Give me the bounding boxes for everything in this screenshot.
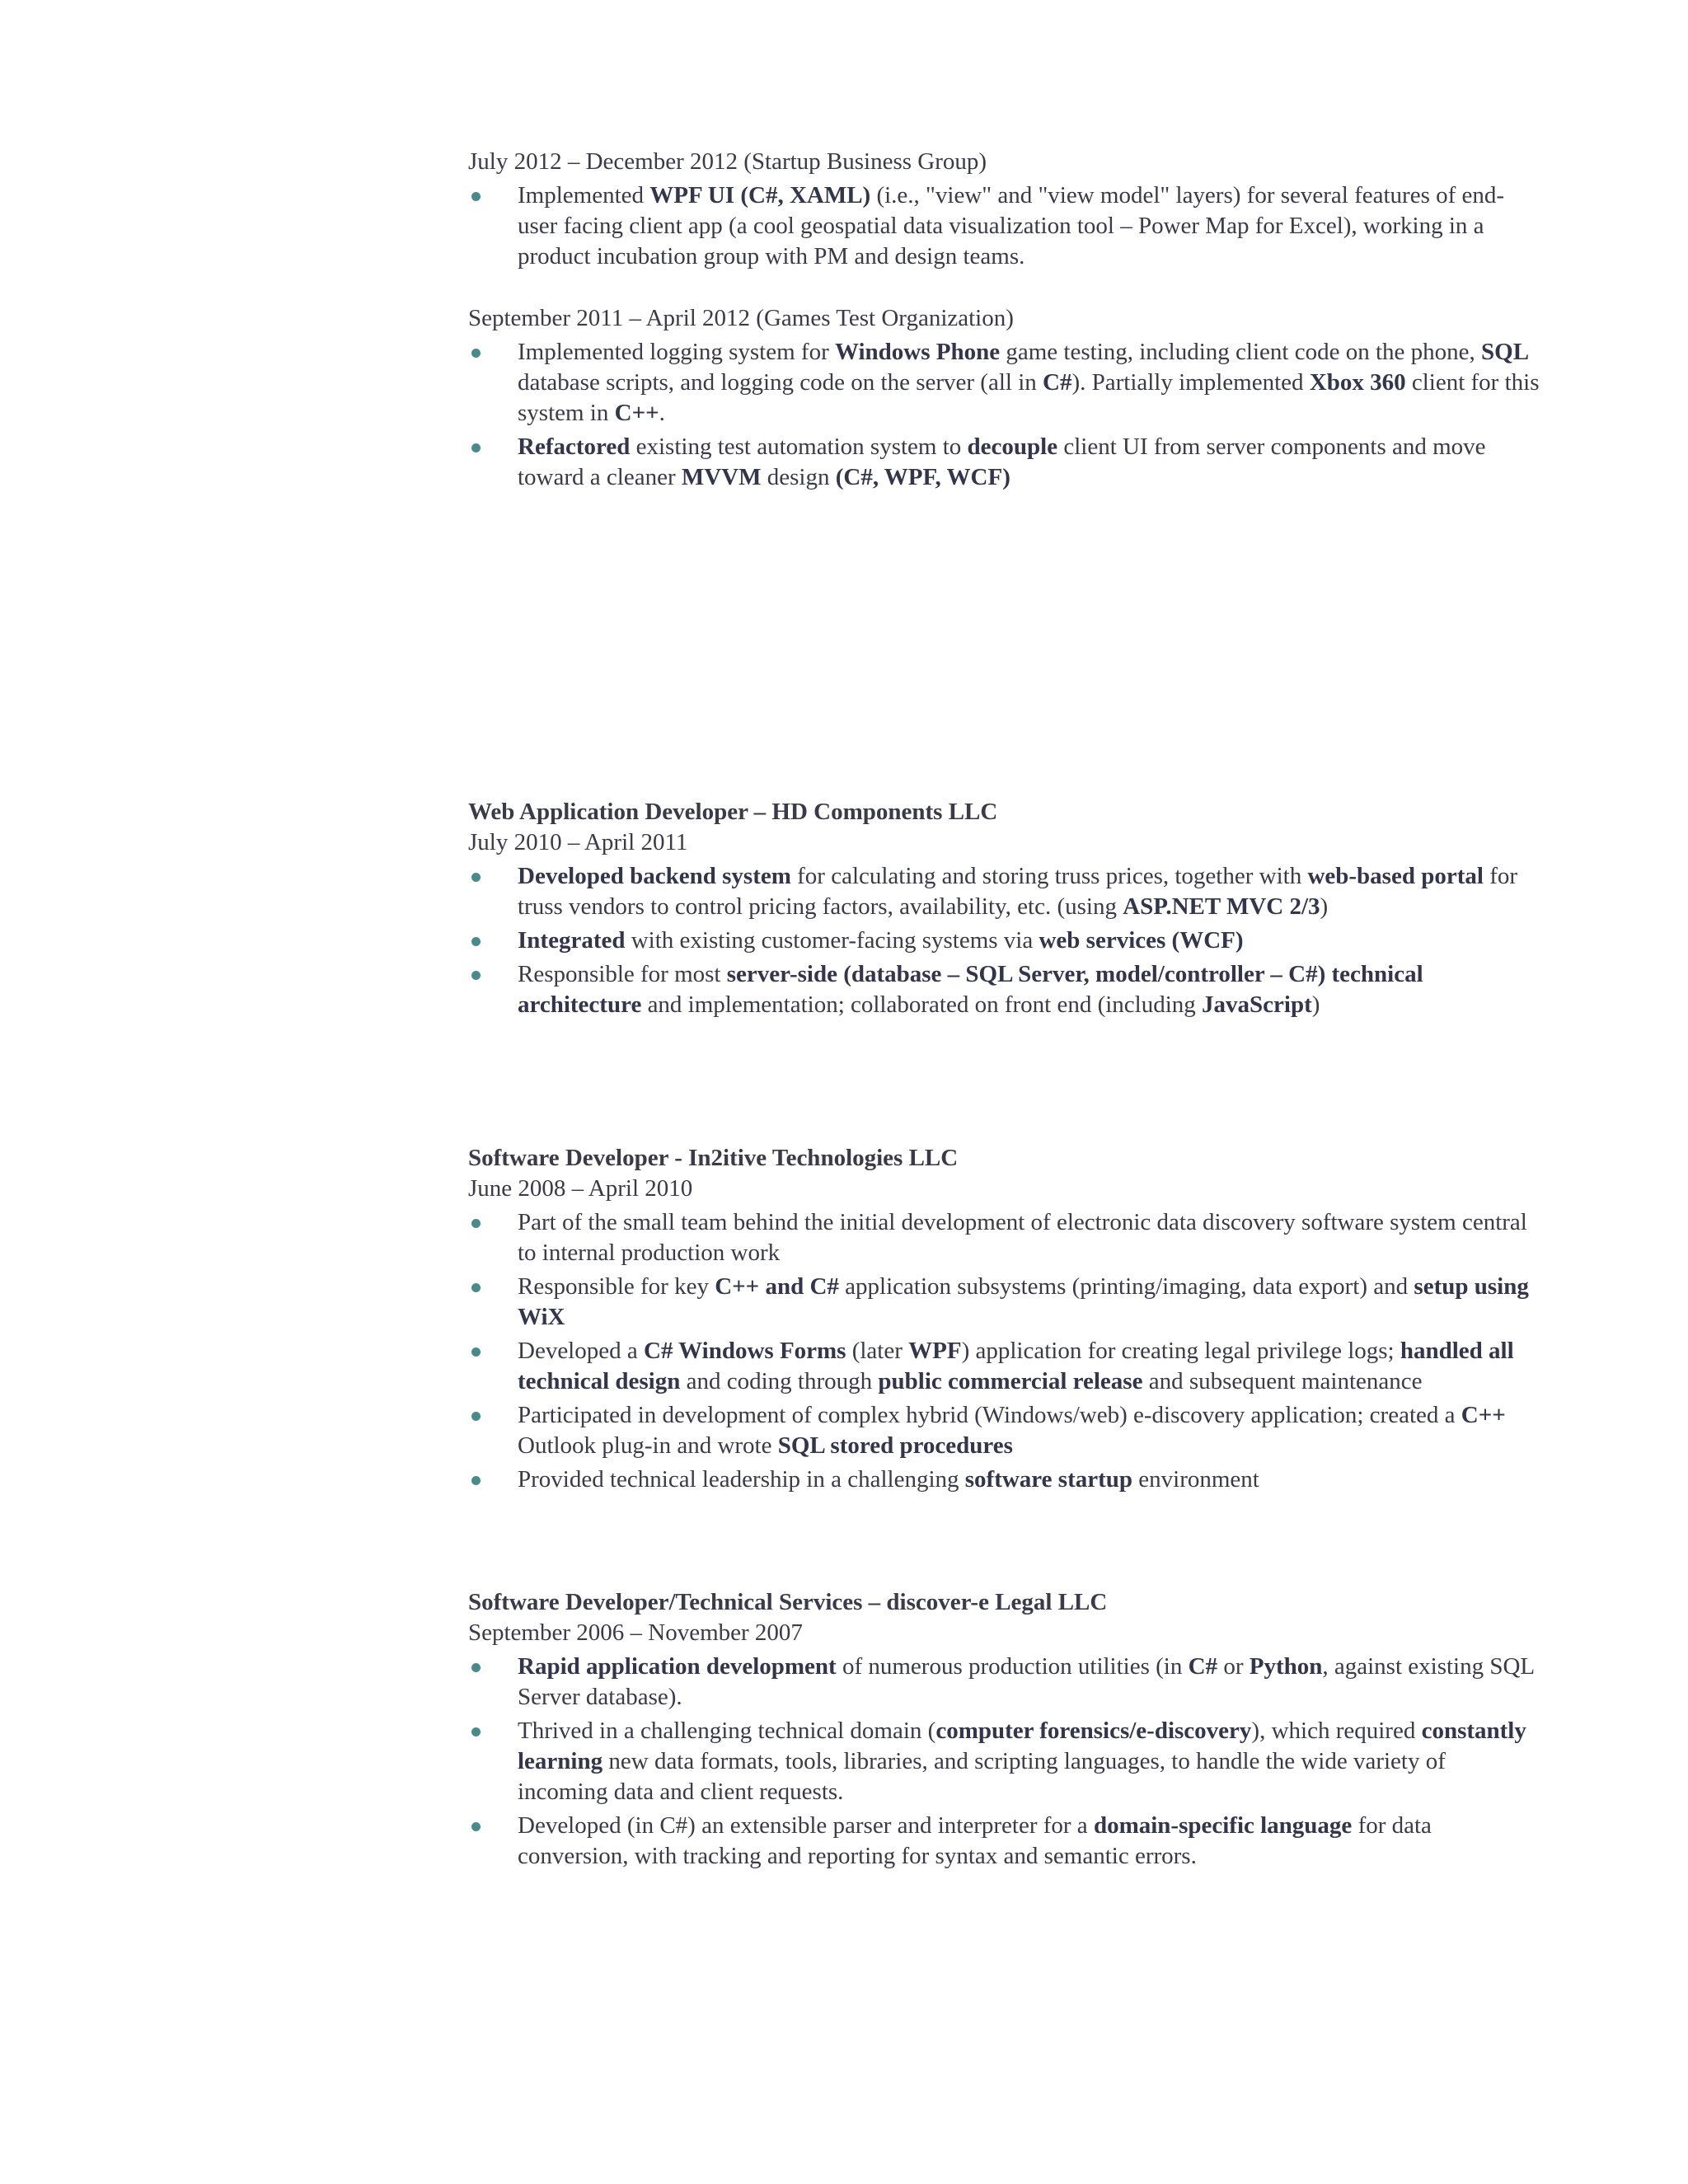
bullet-text: for data conversion, with tracking and reporting for syntax and semantic errors. [518, 1812, 1432, 1869]
bullet-dot-icon [471, 1476, 481, 1485]
bullet-text: application subsystems (printing/imaging, data export) and [838, 1273, 1414, 1300]
section-date: September 2006 – November 2007 [468, 1619, 803, 1646]
bullet-item [468, 926, 1540, 956]
bold-text: Integrated [518, 927, 626, 954]
bold-text: setup using WiX [518, 1273, 1529, 1330]
bold-text: ASP.NET MVC 2/3 [1123, 893, 1320, 920]
bullet-dot-icon [471, 873, 481, 882]
bullet-text: for calculating and storing truss prices, together with [790, 863, 1308, 889]
section-date: September 2011 – April 2012 (Games Test Organization) [468, 305, 1014, 331]
section-date: July 2012 – December 2012 (Startup Business Group) [468, 148, 987, 175]
bold-text: web-based portal [1307, 863, 1484, 889]
bullet-text: for truss vendors to control pricing factors, availability, etc. (using [518, 863, 1518, 920]
bold-text: Xbox 360 [1309, 369, 1406, 396]
bullet-text: ) [1311, 991, 1320, 1018]
bullet-dot-icon [471, 1727, 481, 1736]
section-games-test-organization [468, 303, 1540, 493]
bold-text: C# [1043, 369, 1072, 396]
bullet-text: ). Partially implemented [1071, 369, 1310, 396]
bold-text: C++ [614, 400, 659, 426]
bullet-text: design [761, 464, 836, 490]
bullet-text: or [1217, 1653, 1250, 1680]
bold-text: SQL stored procedures [777, 1432, 1013, 1459]
section-date: June 2008 – April 2010 [468, 1175, 693, 1202]
bold-text: server-side (database – SQL Server, model/controller – C#) technical architecture [518, 961, 1423, 1018]
bold-text: decouple [967, 434, 1058, 460]
bold-text: (C#, WPF, WCF) [835, 464, 1010, 490]
bullet-text: . [659, 400, 665, 426]
bullet-list [468, 861, 1540, 1020]
bold-text: domain-specific language [1093, 1812, 1353, 1839]
bullet-item [468, 1400, 1540, 1461]
bullet-dot-icon [471, 1822, 481, 1831]
bold-text: C++ and C# [715, 1273, 839, 1300]
job-title: Software Developer - In2itive Technologies LLC [468, 1145, 959, 1171]
bullet-text: client for this system in [518, 369, 1540, 426]
bullet-item [468, 959, 1540, 1020]
bullet-text: and implementation; collaborated on front end (including [641, 991, 1203, 1018]
bold-text: WPF [908, 1338, 962, 1364]
bullet-text: ), which required [1251, 1718, 1422, 1744]
bullet-item [468, 1716, 1540, 1807]
bullet-item [468, 1652, 1540, 1713]
bullet-text: new data formats, tools, libraries, and scripting languages, to handle the wide variety of incoming data and client requests. [518, 1748, 1446, 1805]
bullet-text: Part of the small team behind the initial development of electronic data discovery software system central to internal production work [518, 1209, 1527, 1266]
bold-text: Windows Phone [835, 339, 1001, 365]
bullet-text: Outlook plug-in and wrote [518, 1432, 778, 1459]
section-date: July 2010 – April 2011 [468, 829, 688, 855]
bullet-list [468, 1207, 1540, 1495]
bullet-text: Provided technical leadership in a challenging [518, 1466, 965, 1493]
bullet-text: with existing customer-facing systems via [625, 927, 1039, 954]
bullet-dot-icon [471, 1412, 481, 1421]
bullet-dot-icon [471, 349, 481, 358]
bullet-list [468, 337, 1540, 493]
bullet-text: Responsible for key [518, 1273, 715, 1300]
bullet-text: Participated in development of complex hybrid (Windows/web) e-discovery application; created a [518, 1402, 1461, 1428]
bold-text: software startup [964, 1466, 1133, 1493]
bullet-item [468, 180, 1540, 272]
section-hd-components [468, 797, 1540, 1020]
bullet-item [468, 1272, 1540, 1333]
bold-text: C# Windows Forms [644, 1338, 846, 1364]
job-title: Web Application Developer – HD Components LLC [468, 799, 998, 825]
bullet-text: Implemented logging system for [518, 339, 835, 365]
bold-text: C# [1188, 1653, 1218, 1680]
section-startup-business-group [468, 147, 1540, 272]
bullet-text: environment [1132, 1466, 1259, 1493]
bold-text: MVVM [681, 464, 762, 490]
bullet-item [468, 1465, 1540, 1495]
bullet-text: , against existing SQL Server database). [518, 1653, 1535, 1710]
bold-text: Developed backend system [518, 863, 791, 889]
job-title: Software Developer/Technical Services – discover-e Legal LLC [468, 1589, 1108, 1615]
bullet-text: ) [1320, 893, 1329, 920]
bold-text: WPF UI (C#, XAML) [649, 182, 871, 209]
bullet-text: Developed a [518, 1338, 644, 1364]
bullet-text: (i.e., "view" and "view model" layers) for several features of end-user facing client app (a cool geospatial data visualization tool – Power Map for Excel), working in a product incubation group with PM and design teams. [518, 182, 1505, 269]
bullet-text: client UI from server components and move toward a cleaner [518, 434, 1486, 490]
bullet-text: and coding through [680, 1368, 879, 1394]
bullet-text: of numerous production utilities (in [836, 1653, 1189, 1680]
bullet-text: Implemented [518, 182, 650, 209]
bullet-text: Developed (in C#) an extensible parser and interpreter for a [518, 1812, 1094, 1839]
bullet-text: Thrived in a challenging technical domain ( [518, 1718, 936, 1744]
bold-text: Rapid application development [518, 1653, 837, 1680]
bullet-item [468, 432, 1540, 493]
bullet-text: database scripts, and logging code on the server (all in [518, 369, 1043, 396]
bold-text: constantly learning [518, 1718, 1526, 1774]
bold-text: web services (WCF) [1039, 927, 1244, 954]
bullet-list [468, 1652, 1540, 1872]
section-in2itive-technologies [468, 1143, 1540, 1495]
bullet-dot-icon [471, 971, 481, 980]
bold-text: Python [1249, 1653, 1323, 1680]
bullet-item [468, 1336, 1540, 1397]
bullet-dot-icon [471, 192, 481, 201]
bold-text: handled all technical design [518, 1338, 1514, 1394]
bullet-text: (later [846, 1338, 909, 1364]
bullet-text: game testing, including client code on the phone, [1000, 339, 1482, 365]
bullet-dot-icon [471, 1663, 481, 1672]
bullet-text: and subsequent maintenance [1142, 1368, 1423, 1394]
bold-text: public commercial release [878, 1368, 1143, 1394]
bullet-text: existing test automation system to [630, 434, 968, 460]
bold-text: SQL [1481, 339, 1530, 365]
bullet-dot-icon [471, 937, 481, 946]
bullet-list [468, 180, 1540, 272]
bullet-dot-icon [471, 443, 481, 452]
bullet-dot-icon [471, 1347, 481, 1357]
bold-text: C++ [1461, 1402, 1506, 1428]
bullet-text: ) application for creating legal privilege logs; [961, 1338, 1400, 1364]
bullet-item [468, 1811, 1540, 1872]
bold-text: JavaScript [1202, 991, 1312, 1018]
bold-text: computer forensics/e-discovery [935, 1718, 1252, 1744]
bullet-text: Responsible for most [518, 961, 727, 987]
section-discover-e-legal [468, 1587, 1540, 1872]
bullet-dot-icon [471, 1219, 481, 1228]
bullet-dot-icon [471, 1283, 481, 1292]
bold-text: Refactored [518, 434, 631, 460]
bullet-item [468, 861, 1540, 922]
bullet-item [468, 337, 1540, 429]
bullet-item [468, 1207, 1540, 1268]
